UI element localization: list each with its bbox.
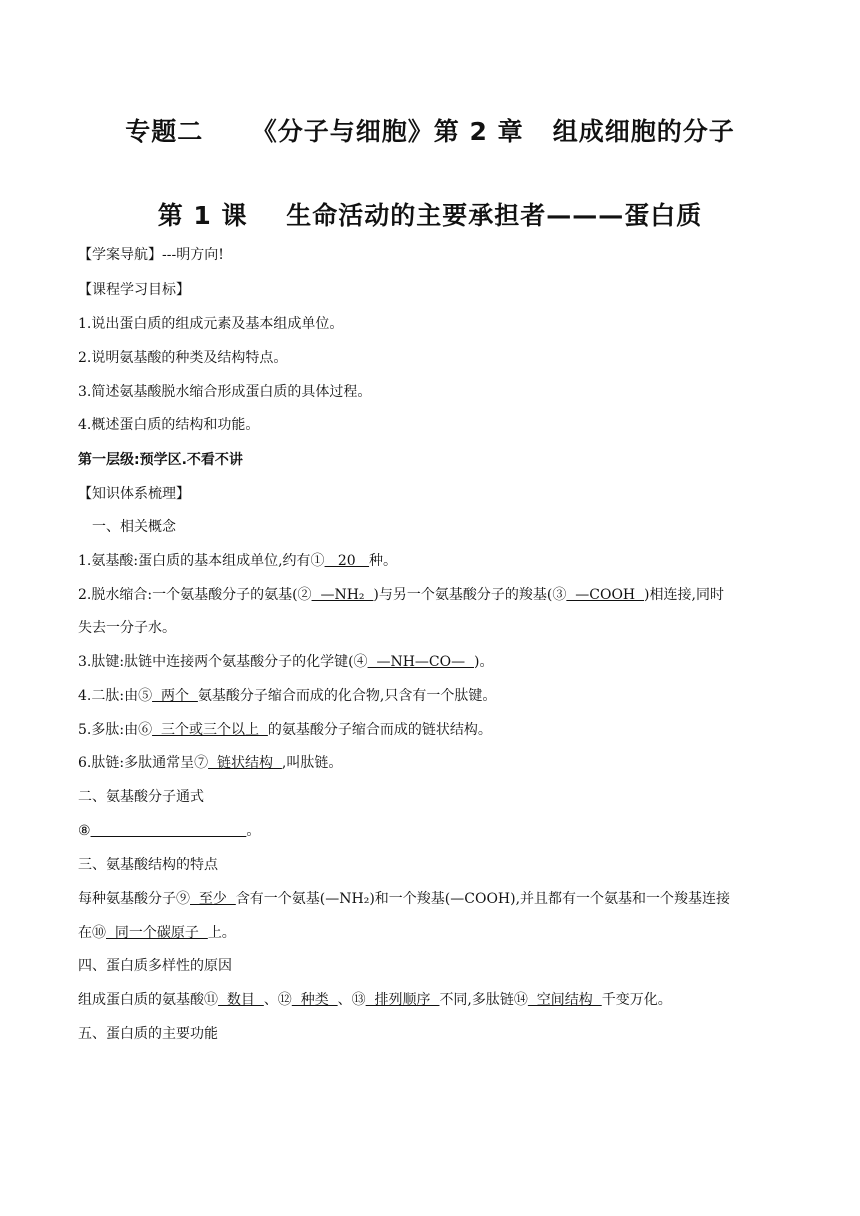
section-heading: 一、相关概念 <box>92 519 176 535</box>
answer-blank: —NH—CO— <box>367 654 474 670</box>
answer-blank: 数目 <box>218 992 264 1008</box>
answer-blank: 链状结构 <box>208 755 282 771</box>
concept-line: 1.氨基酸:蛋白质的基本组成单位,约有① 20 种。 <box>78 553 398 569</box>
concept-line: 4.二肽:由⑤ 两个 氨基酸分子缩合而成的化合物,只含有一个肽键。 <box>78 688 497 704</box>
diversity-line: 组成蛋白质的氨基酸⑪ 数目 、⑫ 种类 、⑬ 排列顺序 不同,多肽链⑭ 空间结构 千变万化。 <box>78 992 672 1008</box>
goal-item: 3.简述氨基酸脱水缩合形成蛋白质的具体过程。 <box>78 384 372 400</box>
answer-blank: 20 <box>324 553 370 569</box>
concept-line: 2.脱水缩合:一个氨基酸分子的氨基(② —NH₂ )与另一个氨基酸分子的羧基(③ —COOH )相连接,同时 <box>78 587 724 603</box>
answer-blank: —NH₂ <box>311 587 374 603</box>
answer-blank: 排列顺序 <box>365 992 440 1008</box>
concept-line: 5.多肽:由⑥ 三个或三个以上 的氨基酸分子缩合而成的链状结构。 <box>78 722 492 738</box>
answer-blank: 种类 <box>291 992 338 1008</box>
goals-heading: 【课程学习目标】 <box>78 282 190 298</box>
answer-blank: 三个或三个以上 <box>152 722 268 738</box>
nav-heading: 【学案导航】---明方向! <box>78 247 224 263</box>
document-title: 专题二 《分子与细胞》第 2 章 组成细胞的分子 <box>125 117 735 146</box>
lesson-title: 第 1 课 生命活动的主要承担者———蛋白质 <box>157 201 703 230</box>
level-heading: 第一层级:预学区.不看不讲 <box>78 452 243 468</box>
answer-blank: —COOH <box>566 587 645 603</box>
answer-blank: 两个 <box>152 688 198 704</box>
concept-line: 6.肽链:多肽通常呈⑦ 链状结构 ,叫肽链。 <box>78 755 343 771</box>
section-heading: 五、蛋白质的主要功能 <box>78 1026 218 1042</box>
answer-blank: 同一个碳原子 <box>106 925 208 941</box>
answer-blank: 空间结构 <box>527 992 602 1008</box>
formula-line: ⑧ 。 <box>78 823 261 839</box>
goal-item: 1.说出蛋白质的组成元素及基本组成单位。 <box>78 316 344 332</box>
answer-blank <box>91 823 247 839</box>
feature-line: 每种氨基酸分子⑨ 至少 含有一个氨基(—NH₂)和一个羧基(—COOH),并且都有一个氨基和一个羧基连接 <box>78 891 731 907</box>
section-heading: 四、蛋白质多样性的原因 <box>78 958 232 974</box>
concept-line: 3.肽键:肽链中连接两个氨基酸分子的化学键(④ —NH—CO— )。 <box>78 654 494 670</box>
knowledge-heading: 【知识体系梳理】 <box>78 486 190 502</box>
section-heading: 三、氨基酸结构的特点 <box>78 857 218 873</box>
answer-blank: 至少 <box>190 891 236 907</box>
goal-item: 4.概述蛋白质的结构和功能。 <box>78 417 260 433</box>
goal-item: 2.说明氨基酸的种类及结构特点。 <box>78 350 288 366</box>
section-heading: 二、氨基酸分子通式 <box>78 789 204 805</box>
concept-line-continued: 失去一分子水。 <box>78 620 176 636</box>
feature-line: 在⑩ 同一个碳原子 上。 <box>78 925 236 941</box>
